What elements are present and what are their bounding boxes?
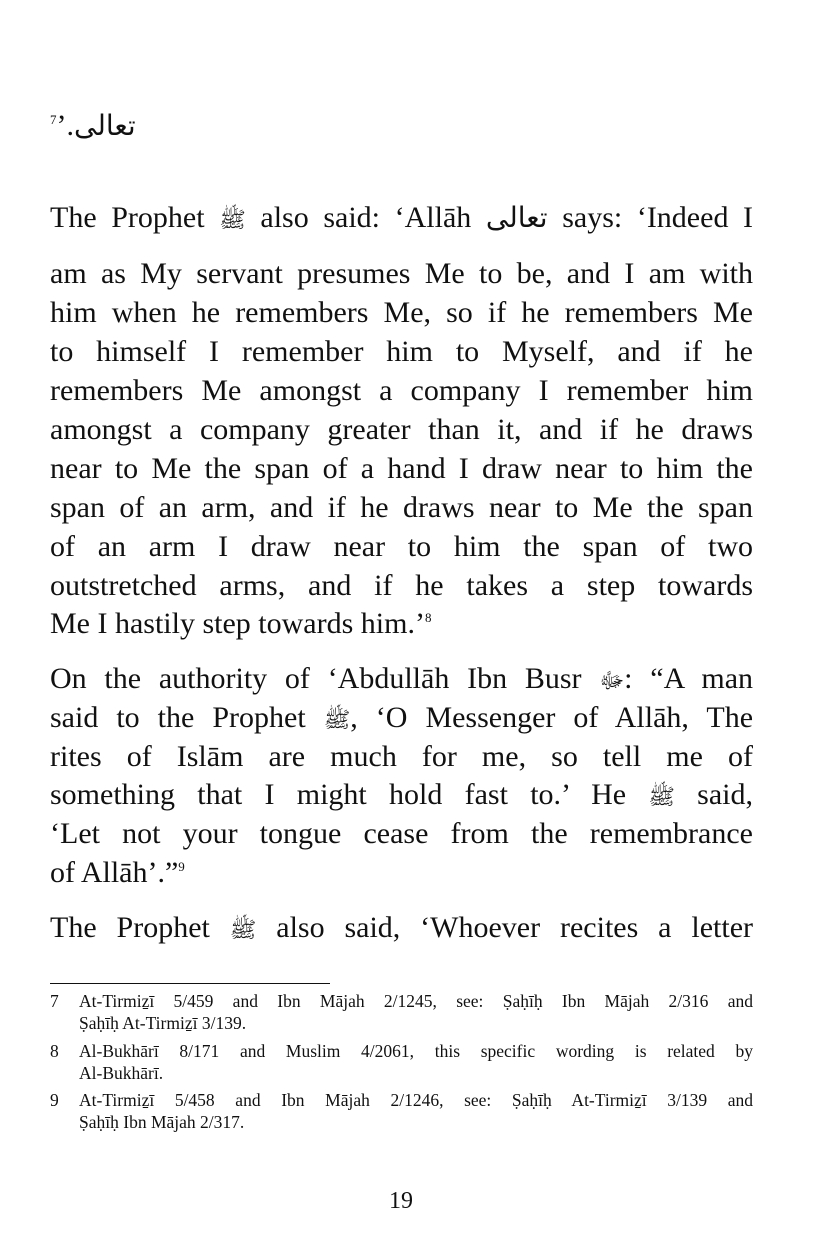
text-segment: also said: ‘Allāh	[260, 201, 472, 234]
footnote-ref-8: 8	[424, 610, 432, 625]
arabic-taala: تعالى	[485, 201, 548, 234]
paragraph-line: rites of Islām are much for me, so tell me of	[50, 740, 753, 773]
footnote-text: At-Tirmiẕī 5/458 and Ibn Mājah 2/1246, see: Ṣaḥīḥ At-Tirmiẕī 3/139 and	[79, 1090, 753, 1110]
footnote-9	[50, 1089, 753, 1133]
text-segment: of Allāh’.”	[50, 856, 179, 889]
paragraph-line: ‘Let not your tongue cease from the remembrance	[50, 817, 753, 850]
text-segment: says: ‘Indeed I	[562, 201, 754, 234]
footnote-text: Al-Bukhārī.	[79, 1063, 164, 1083]
arabic-taala: تعالى	[74, 109, 136, 142]
paragraph-line: of an arm I draw near to him the span of two	[50, 530, 753, 563]
paragraph-last-line	[50, 855, 753, 891]
paragraph-line: outstretched arms, and if he takes a step towards	[50, 569, 753, 602]
paragraph-line: to himself I remember him to Myself, and if he	[50, 335, 753, 368]
paragraph-line: near to Me the span of a hand I draw near to him the	[50, 452, 753, 485]
prophet-honorific: ﷺ	[229, 918, 257, 943]
text-segment: On the authority of ‘Abdullāh Ibn Busr	[50, 662, 582, 695]
footnote-text: Al-Bukhārī 8/171 and Muslim 4/2061, this specific wording is related by	[79, 1041, 753, 1061]
paragraph-line: span of an arm, and if he draws near to Me the span	[50, 491, 753, 524]
footnote-text: Ṣaḥīḥ At-Tirmiẕī 3/139.	[79, 1013, 247, 1033]
footnote-ref-7: 7	[50, 112, 57, 127]
paragraph-3-line-1	[50, 910, 753, 949]
prophet-honorific: ﷺ	[323, 708, 351, 733]
footnote-number: 8	[50, 1041, 59, 1061]
prophet-honorific: ﷺ	[219, 208, 246, 233]
text-segment: something that I might hold fast to.’ He	[50, 778, 627, 811]
footnote-ref-9: 9	[178, 859, 185, 874]
text-segment: The Prophet	[50, 911, 210, 944]
page-number: 19	[389, 1188, 413, 1214]
paragraph-line: amongst a company greater than it, and if he draws	[50, 413, 753, 446]
footnote-7	[50, 990, 753, 1034]
companion-honorific: ﷻ	[599, 669, 625, 694]
text-segment: The Prophet	[50, 201, 205, 234]
footnote-number: 7	[50, 991, 59, 1011]
paragraph-line: him when he remembers Me, so if he remembers Me	[50, 296, 753, 329]
footnote-text: Ṣaḥīḥ Ibn Mājah 2/317.	[79, 1112, 245, 1132]
paragraph-2-line-4	[50, 777, 753, 816]
footnote-divider	[50, 983, 330, 984]
text-segment: said to the Prophet	[50, 701, 306, 734]
continuation-line	[50, 108, 753, 144]
continuation-text: .’	[56, 109, 74, 142]
footnote-text: At-Tirmiẕī 5/459 and Ibn Mājah 2/1245, see: Ṣaḥīḥ Ibn Mājah 2/316 and	[79, 991, 753, 1011]
paragraph-2-line-1	[50, 661, 753, 700]
paragraph-line: remembers Me amongst a company I remember him	[50, 374, 753, 407]
paragraph-line: am as My servant presumes Me to be, and I am with	[50, 257, 753, 290]
footnote-8	[50, 1040, 753, 1084]
paragraph-1-line-1	[50, 200, 753, 239]
text-segment: Me I hastily step towards him.’	[50, 607, 425, 640]
paragraph-last-line	[50, 606, 753, 642]
text-segment: : “A man	[624, 662, 754, 695]
text-segment: said,	[697, 778, 753, 811]
paragraph-2-line-2	[50, 700, 753, 739]
text-segment: also said, ‘Whoever recites a letter	[276, 911, 754, 944]
text-segment: , ‘O Messenger of Allāh, The	[350, 701, 754, 734]
prophet-honorific: ﷺ	[648, 785, 675, 810]
footnote-number: 9	[50, 1090, 59, 1110]
